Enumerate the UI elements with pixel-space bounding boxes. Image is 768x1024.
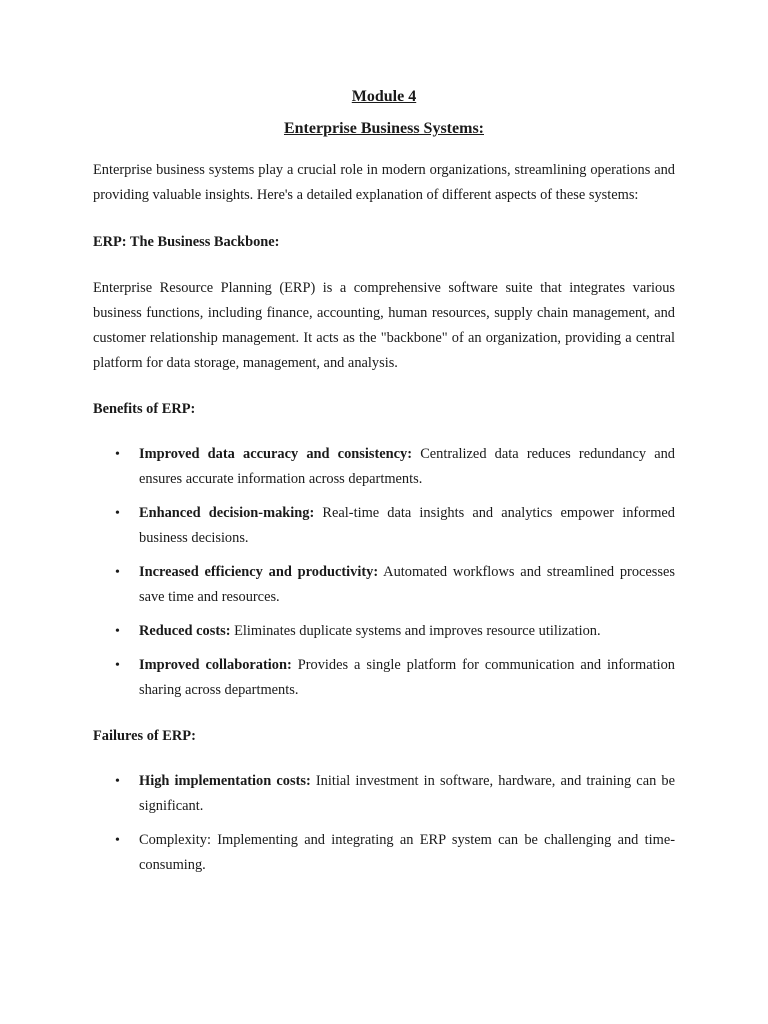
bullet-icon: • bbox=[115, 624, 120, 639]
benefit-text: Provides a single platform for communication and information sharing across departments. bbox=[139, 657, 675, 698]
bullet-icon: • bbox=[115, 774, 120, 789]
failure-text: Complexity: Implementing and integrating an ERP system can be challenging and time-consuming. bbox=[139, 832, 675, 873]
document-title: Enterprise Business Systems: bbox=[283, 120, 484, 137]
benefits-heading: Benefits of ERP: bbox=[93, 401, 196, 417]
benefit-text: Centralized data reduces redundancy and ensures accurate information across departments. bbox=[139, 446, 675, 487]
bullet-icon: • bbox=[115, 447, 120, 462]
failures-list bbox=[93, 769, 675, 878]
erp-heading: ERP: The Business Backbone: bbox=[93, 234, 280, 250]
list-item bbox=[93, 501, 675, 551]
list-item bbox=[93, 828, 675, 878]
benefit-text: Real-time data insights and analytics empower informed business decisions. bbox=[139, 505, 675, 546]
benefit-term: Increased efficiency and productivity: bbox=[139, 564, 379, 580]
list-item bbox=[93, 442, 675, 492]
bullet-icon: • bbox=[115, 506, 120, 521]
failure-term: High implementation costs: bbox=[139, 773, 311, 789]
failures-heading: Failures of ERP: bbox=[93, 728, 196, 744]
benefit-text: Eliminates duplicate systems and improves resource utilization. bbox=[230, 623, 601, 639]
document-page bbox=[93, 86, 675, 887]
erp-paragraph: Enterprise Resource Planning (ERP) is a comprehensive software suite that integrates various business functions, including finance, accounting, human resources, supply chain management, and customer relationship management. It acts as the "backbone" of an organization, providing a central platform for data storage, management, and analysis. bbox=[93, 280, 675, 371]
failure-text: Initial investment in software, hardware, and training can be significant. bbox=[139, 773, 675, 814]
benefit-term: Improved data accuracy and consistency: bbox=[139, 446, 413, 462]
benefit-term: Improved collaboration: bbox=[139, 657, 292, 673]
benefit-term: Enhanced decision-making: bbox=[139, 505, 315, 521]
intro-paragraph: Enterprise business systems play a crucial role in modern organizations, streamlining operations and providing valuable insights. Here's a detailed explanation of different aspects of these systems: bbox=[93, 162, 675, 203]
benefit-text: Automated workflows and streamlined processes save time and resources. bbox=[139, 564, 675, 605]
list-item bbox=[93, 769, 675, 819]
bullet-icon: • bbox=[115, 565, 120, 580]
list-item bbox=[93, 653, 675, 703]
list-item bbox=[93, 560, 675, 610]
benefit-term: Reduced costs: bbox=[139, 623, 231, 639]
module-title: Module 4 bbox=[351, 88, 417, 105]
benefits-list bbox=[93, 442, 675, 703]
bullet-icon: • bbox=[115, 833, 120, 848]
bullet-icon: • bbox=[115, 658, 120, 673]
list-item bbox=[93, 619, 675, 644]
